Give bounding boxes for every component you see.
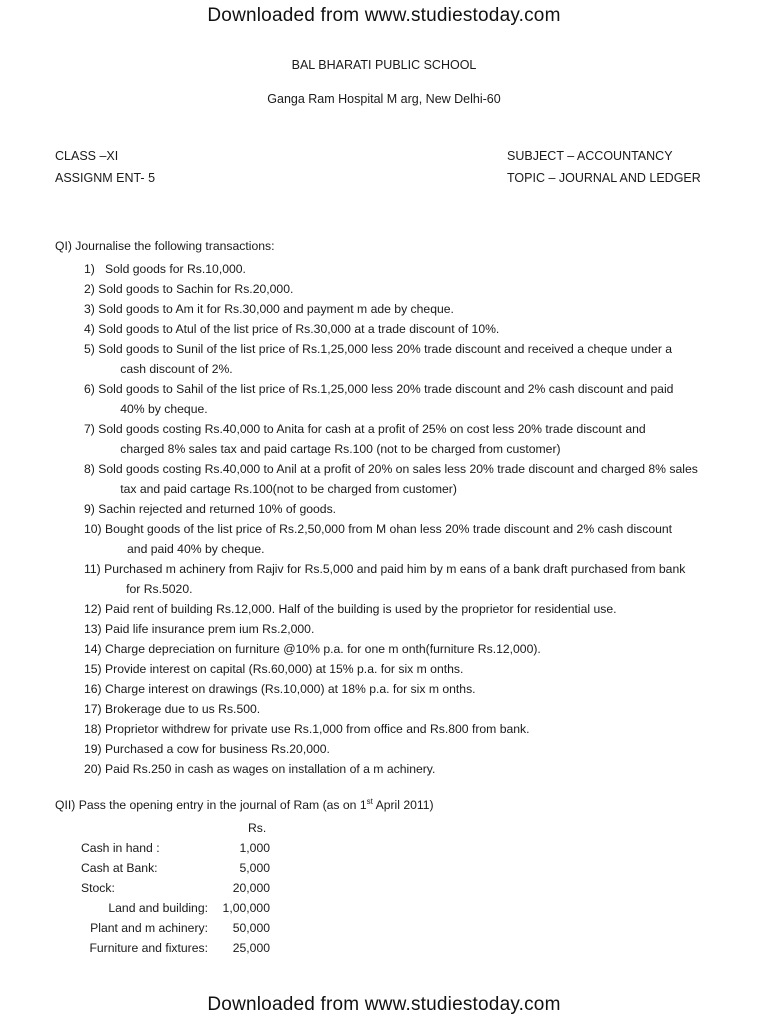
list-item: [84, 719, 724, 739]
list-item: [84, 379, 724, 419]
school-address: Ganga Ram Hospital M arg, New Delhi-60: [267, 92, 501, 106]
table-row-amount: 1,000: [239, 841, 270, 855]
list-item-number: 12): [84, 602, 106, 616]
list-item-text-block: [98, 499, 724, 519]
table-header-row: [70, 818, 290, 838]
list-item-continuation: and paid 40% by cheque.: [127, 542, 265, 556]
list-item-number: 11): [84, 562, 105, 576]
list-item-text: Paid life insurance prem ium Rs.2,000.: [105, 622, 315, 636]
list-item-text-block: [105, 659, 724, 679]
list-item: [84, 339, 724, 379]
list-item: [84, 659, 724, 679]
list-item-number: 20): [84, 762, 106, 776]
list-item-number: 13): [84, 622, 106, 636]
list-item-number: 17): [84, 702, 106, 716]
question-2-title-sup: st: [366, 796, 373, 806]
list-item-text: Sachin rejected and returned 10% of goods.: [98, 502, 337, 516]
table-row: [70, 938, 290, 958]
list-item-number: 15): [84, 662, 106, 676]
list-item: [84, 419, 724, 459]
download-banner-bottom: Downloaded from www.studiestoday.com: [207, 994, 561, 1015]
list-item-continuation: charged 8% sales tax and paid cartage Rs.100 (not to be charged from customer): [120, 442, 561, 456]
list-item-text: Provide interest on capital (Rs.60,000) at 15% p.a. for six m onths.: [105, 662, 464, 676]
amount-column-header: Rs.: [248, 821, 267, 835]
school-name: BAL BHARATI PUBLIC SCHOOL: [291, 58, 477, 72]
list-item-text: Sold goods to Sunil of the list price of Rs.1,25,000 less 20% trade discount and received a cheque under a: [98, 342, 673, 356]
list-item-text-block: [104, 559, 724, 599]
list-item-text-block: [105, 759, 724, 779]
table-row: [70, 918, 290, 938]
list-item-text-block: [98, 419, 724, 459]
table-row-label: Cash at Bank:: [81, 861, 158, 875]
list-item-text: Sold goods to Sahil of the list price of Rs.1,25,000 less 20% trade discount and 2% cash discount and paid: [98, 382, 674, 396]
list-item: [84, 699, 724, 719]
table-row-amount: 1,00,000: [222, 901, 270, 915]
list-item-text-block: [98, 319, 724, 339]
list-item-text-block: [98, 379, 724, 419]
list-item-continuation: cash discount of 2%.: [120, 362, 233, 376]
table-row: [70, 878, 290, 898]
list-item-text-block: [105, 599, 724, 619]
list-item-text: Paid rent of building Rs.12,000. Half of the building is used by the proprietor for residential use.: [105, 602, 617, 616]
list-item-text: Brokerage due to us Rs.500.: [105, 702, 261, 716]
question-1-list: [84, 259, 724, 779]
list-item-text: Sold goods to Atul of the list price of Rs.30,000 at a trade discount of 10%.: [98, 322, 500, 336]
list-item-number: 2): [84, 282, 99, 296]
table-row: [70, 858, 290, 878]
list-item-text-block: [105, 639, 724, 659]
list-item-text-block: [105, 699, 724, 719]
list-item-text: Purchased a cow for business Rs.20,000.: [105, 742, 330, 756]
list-item-number: 16): [84, 682, 106, 696]
list-item-number: 4): [84, 322, 99, 336]
question-2-title-date: April 2011): [372, 798, 434, 812]
list-item-text: Bought goods of the list price of Rs.2,50,000 from M ohan less 20% trade discount and 2% cash discount: [105, 522, 673, 536]
list-item-text: Charge interest on drawings (Rs.10,000) at 18% p.a. for six m onths.: [105, 682, 476, 696]
download-banner-top: Downloaded from www.studiestoday.com: [207, 5, 561, 26]
list-item-text-block: [98, 339, 724, 379]
opening-balances-table: [70, 818, 290, 958]
list-item-number: 10): [84, 522, 106, 536]
list-item-text: Sold goods costing Rs.40,000 to Anita for cash at a profit of 25% on cost less 20% trade discount and: [98, 422, 646, 436]
list-item-number: 3): [84, 302, 99, 316]
list-item-text: Sold goods costing Rs.40,000 to Anil at a profit of 20% on sales less 20% trade discount and charged 8% sales: [98, 462, 698, 476]
list-item: [84, 639, 724, 659]
table-row-label: Furniture and fixtures:: [89, 941, 208, 955]
subject-label: SUBJECT – ACCOUNTANCY: [507, 149, 673, 163]
list-item: [84, 679, 724, 699]
list-item-number: 19): [84, 742, 106, 756]
list-item: [84, 619, 724, 639]
list-item: [84, 599, 724, 619]
list-item-number: 1): [84, 262, 105, 276]
list-item: [84, 739, 724, 759]
list-item-text: Purchased m achinery from Rajiv for Rs.5,000 and paid him by m eans of a bank draft purchased from bank: [104, 562, 686, 576]
table-body: [70, 838, 290, 958]
list-item-text-block: [105, 679, 724, 699]
table-row-label: Cash in hand :: [81, 841, 160, 855]
table-row-label: Stock:: [81, 881, 115, 895]
table-row-amount: 5,000: [239, 861, 270, 875]
list-item: [84, 319, 724, 339]
list-item-continuation: tax and paid cartage Rs.100(not to be charged from customer): [120, 482, 457, 496]
list-item-text-block: [105, 259, 724, 279]
table-row-amount: 25,000: [232, 941, 270, 955]
list-item: [84, 759, 724, 779]
list-item-continuation: 40% by cheque.: [120, 402, 208, 416]
table-row-label: Plant and m achinery:: [90, 921, 208, 935]
list-item-text: Charge depreciation on furniture @10% p.a. for one m onth(furniture Rs.12,000).: [105, 642, 541, 656]
table-row-amount: 20,000: [232, 881, 270, 895]
list-item-number: 5): [84, 342, 99, 356]
list-item-continuation: for Rs.5020.: [126, 582, 193, 596]
list-item-text-block: [105, 719, 724, 739]
list-item-text: Sold goods to Sachin for Rs.20,000.: [98, 282, 294, 296]
list-item-number: 8): [84, 462, 99, 476]
list-item-text-block: [98, 299, 724, 319]
list-item-number: 6): [84, 382, 99, 396]
list-item: [84, 279, 724, 299]
list-item-number: 9): [84, 502, 99, 516]
list-item-text-block: [98, 459, 724, 499]
list-item-number: 14): [84, 642, 106, 656]
list-item-text-block: [105, 619, 724, 639]
list-item-text-block: [105, 739, 724, 759]
table-row-label: Land and building:: [108, 901, 208, 915]
table-row: [70, 898, 290, 918]
table-row-amount: 50,000: [232, 921, 270, 935]
assignment-label: ASSIGNM ENT- 5: [55, 171, 156, 185]
question-1-title: QI) Journalise the following transactions:: [55, 239, 275, 253]
class-label: CLASS –XI: [55, 149, 119, 163]
table-row: [70, 838, 290, 858]
list-item: [84, 519, 724, 559]
list-item-number: 7): [84, 422, 99, 436]
question-2-title: [55, 798, 434, 812]
list-item-text-block: [98, 279, 724, 299]
list-item: [84, 559, 724, 599]
question-2-title-text: QII) Pass the opening entry in the journal of Ram (as on 1: [55, 798, 367, 812]
list-item-number: 18): [84, 722, 106, 736]
topic-label: TOPIC – JOURNAL AND LEDGER: [507, 171, 701, 185]
list-item: [84, 459, 724, 499]
list-item-text-block: [105, 519, 724, 559]
list-item: [84, 259, 724, 279]
list-item-text: Proprietor withdrew for private use Rs.1,000 from office and Rs.800 from bank.: [105, 722, 530, 736]
list-item: [84, 499, 724, 519]
list-item-text: Sold goods for Rs.10,000.: [105, 262, 246, 276]
list-item-text: Paid Rs.250 in cash as wages on installation of a m achinery.: [105, 762, 436, 776]
list-item: [84, 299, 724, 319]
list-item-text: Sold goods to Am it for Rs.30,000 and payment m ade by cheque.: [98, 302, 454, 316]
